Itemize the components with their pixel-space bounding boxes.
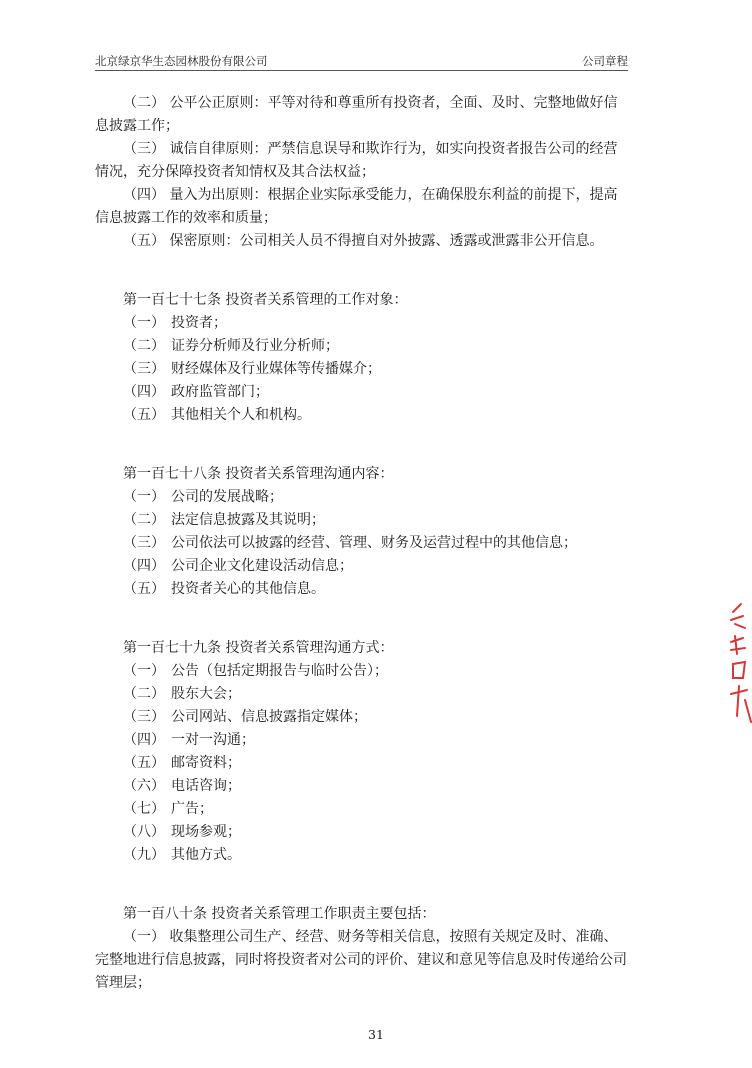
article-179-title: 第一百七十九条 投资者关系管理沟通方式： bbox=[123, 640, 394, 656]
list-item: （五） 其他相关个人和机构。 bbox=[123, 407, 311, 423]
list-item: （三） 公司网站、信息披露指定媒体； bbox=[123, 709, 367, 725]
principle-5: （五） 保密原则：公司相关人员不得擅自对外披露、透露或泄露非公开信息。 bbox=[123, 233, 604, 249]
list-item: （四） 公司企业文化建设活动信息； bbox=[123, 558, 353, 574]
article-178-list bbox=[95, 486, 630, 601]
list-item: （二） 股东大会； bbox=[123, 686, 241, 702]
document-title: 公司章程 bbox=[582, 54, 628, 68]
list-item: （二） 法定信息披露及其说明； bbox=[123, 512, 325, 528]
document-body bbox=[95, 92, 630, 995]
company-name: 北京绿京华生态园林股份有限公司 bbox=[95, 54, 268, 68]
list-item: （五） 邮寄资料； bbox=[123, 755, 241, 771]
article-179-list bbox=[95, 660, 630, 867]
principle-3: （三） 诚信自律原则：严禁信息误导和欺诈行为，如实向投资者报告公司的经营情况，充分保障投资者知情权及其合法权益； bbox=[95, 141, 618, 180]
list-item: （一） 公司的发展战略； bbox=[123, 489, 283, 505]
article-180-paragraph: （一） 收集整理公司生产、经营、财务等相关信息，按照有关规定及时、准确、完整地进行信息披露，同时将投资者对公司的评价、建议和意见等信息及时传递给公司管理层； bbox=[95, 929, 627, 991]
list-item: （三） 财经媒体及行业媒体等传播媒介； bbox=[123, 361, 381, 377]
list-item: （三） 公司依法可以披露的经营、管理、财务及运营过程中的其他信息； bbox=[123, 535, 577, 551]
list-item: （五） 投资者关心的其他信息。 bbox=[123, 581, 325, 597]
list-item: （一） 投资者； bbox=[123, 315, 227, 331]
list-item: （四） 政府监管部门； bbox=[123, 384, 269, 400]
list-item: （四） 一对一沟通； bbox=[123, 732, 255, 748]
article-177-title: 第一百七十七条 投资者关系管理的工作对象： bbox=[123, 292, 408, 308]
list-item: （一） 公告（包括定期报告与临时公告）； bbox=[123, 663, 388, 679]
page-header bbox=[95, 50, 628, 71]
principle-4: （四） 量入为出原则：根据企业实际承受能力，在确保股东利益的前提下，提高信息披露工作的效率和质量； bbox=[95, 187, 618, 226]
list-item: （二） 证券分析师及行业分析师； bbox=[123, 338, 339, 354]
list-item: （九） 其他方式。 bbox=[123, 847, 241, 863]
principle-2: （二） 公平公正原则：平等对待和尊重所有投资者，全面、及时、完整地做好信息披露工作； bbox=[95, 95, 618, 134]
page-number: 31 bbox=[368, 1027, 384, 1042]
list-item: （八） 现场参观； bbox=[123, 824, 241, 840]
list-item: （六） 电话咨询； bbox=[123, 778, 241, 794]
article-180-title: 第一百八十条 投资者关系管理工作职责主要包括： bbox=[123, 906, 436, 922]
article-178-title: 第一百七十八条 投资者关系管理沟通内容： bbox=[123, 466, 394, 482]
article-177-list bbox=[95, 312, 630, 427]
seal-stamp-fragment bbox=[727, 598, 752, 728]
list-item: （七） 广告； bbox=[123, 801, 213, 817]
